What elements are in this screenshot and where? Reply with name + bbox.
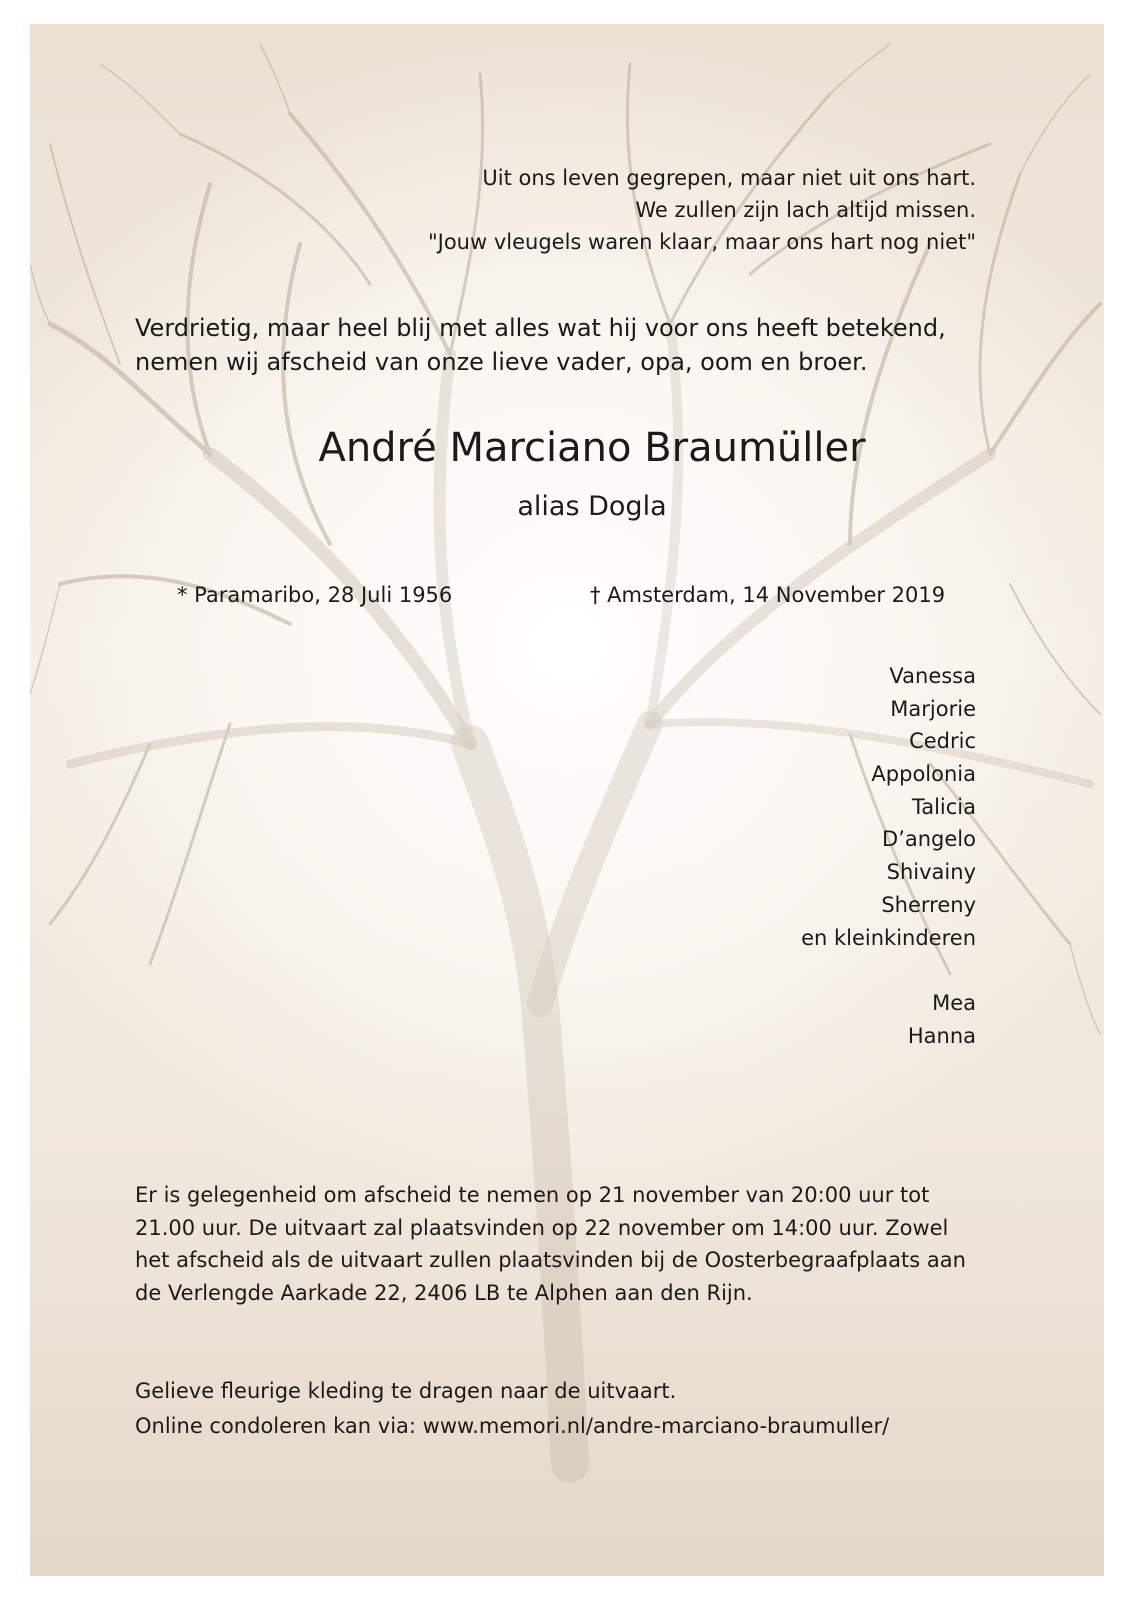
quote-line-1: Uit ons leven gegrepen, maar niet uit ons hart. — [482, 166, 976, 190]
memorial-quote — [428, 162, 976, 258]
details-line-4: de Verlengde Aarkade 22, 2406 LB te Alphen aan den Rijn. — [135, 1280, 753, 1305]
service-details — [135, 1179, 966, 1309]
dress-code-note: Gelieve fleurige kleding te dragen naar de uitvaart. — [135, 1379, 677, 1403]
intro-line-1: Verdrietig, maar heel blij met alles wat hij voor ons heeft betekend, — [135, 314, 946, 342]
relative-name: D’angelo — [882, 827, 976, 852]
details-line-3: het afscheid als de uitvaart zullen plaatsvinden bij de Oosterbegraafplaats aan — [135, 1248, 966, 1272]
death-info: † Amsterdam, 14 November 2019 — [590, 583, 946, 607]
deceased-name: André Marciano Braumüller — [318, 425, 866, 471]
relative-name: Talicia — [911, 794, 976, 819]
relative-name: en kleinkinderen — [801, 925, 976, 950]
relative-name: Vanessa — [889, 664, 976, 688]
intro-line-2: nemen wij afscheid van onze lieve vader, opa, oom en broer. — [135, 348, 868, 376]
relative-name: Shivainy — [886, 860, 976, 885]
birth-info: * Paramaribo, 28 Juli 1956 — [177, 583, 453, 607]
quote-line-2: We zullen zijn lach altijd missen. — [635, 198, 976, 222]
relatives-list — [801, 660, 976, 1052]
relative-name: Cedric — [909, 729, 976, 754]
relative-name: Marjorie — [890, 696, 976, 721]
relative-name: Sherreny — [881, 892, 976, 917]
footer-notes — [135, 1374, 889, 1444]
mourning-card — [30, 24, 1104, 1576]
relative-name: Hanna — [907, 1023, 976, 1048]
condolence-link-text: Online condoleren kan via: www.memori.nl/andre-marciano-braumuller/ — [135, 1414, 890, 1438]
list-spacer — [801, 954, 976, 987]
relative-name: Mea — [932, 990, 976, 1015]
quote-line-3: "Jouw vleugels waren klaar, maar ons hart nog niet" — [427, 230, 976, 254]
details-line-2: 21.00 uur. De uitvaart zal plaatsvinden op 22 november om 14:00 uur. Zowel — [135, 1215, 949, 1240]
details-line-1: Er is gelegenheid om afscheid te nemen op 21 november van 20:00 uur tot — [135, 1183, 930, 1207]
relative-name: Appolonia — [871, 762, 976, 787]
intro-paragraph — [135, 311, 946, 379]
deceased-alias: alias Dogla — [517, 491, 667, 522]
